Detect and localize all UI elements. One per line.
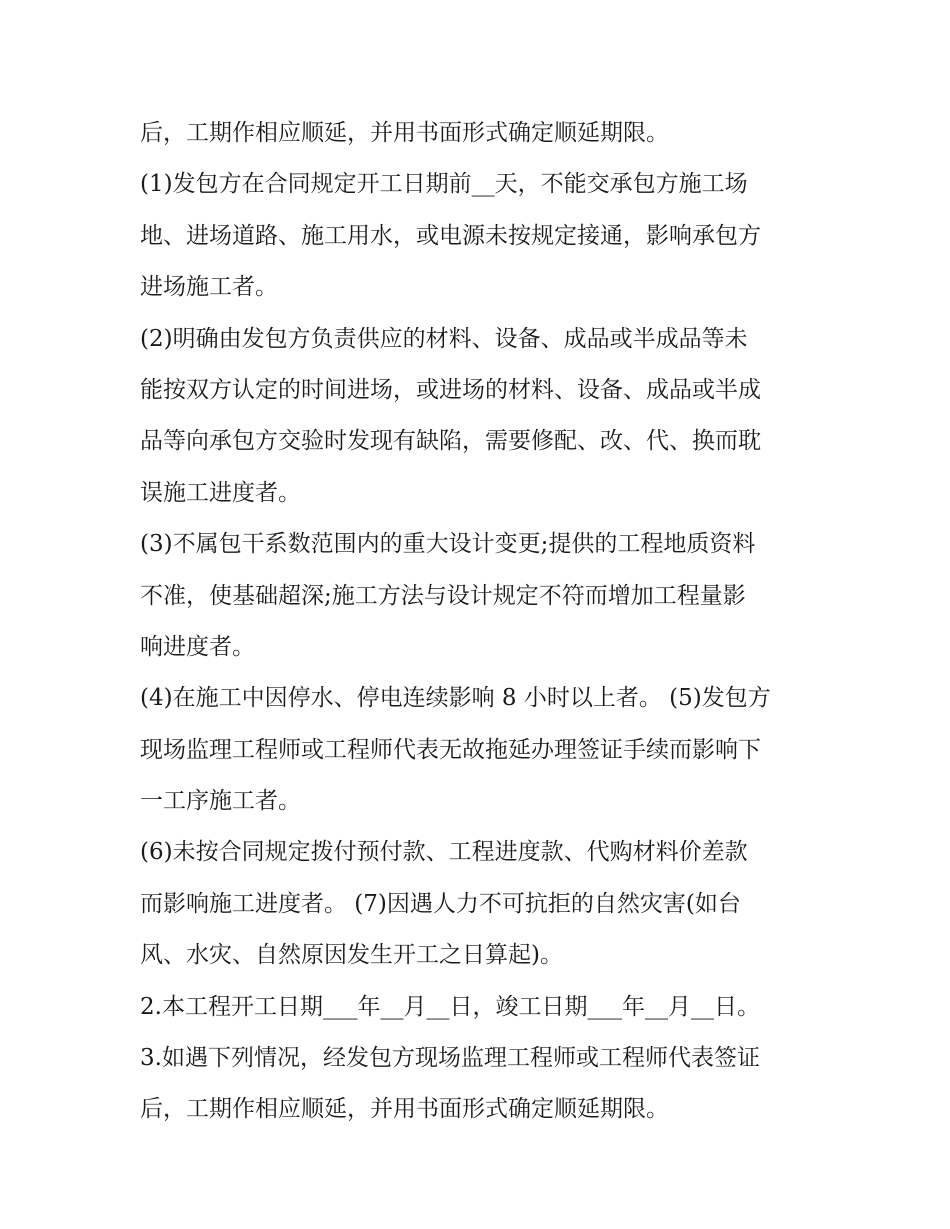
text-line: (3)不属包干系数范围内的重大设计变更;提供的工程地质资料 [140,531,756,558]
text-line: 不准，使基础超深;施工方法与设计规定不符而增加工程量影 [140,582,746,609]
text-line: (2)明确由发包方负责供应的材料、设备、成品或半成品等未 [140,325,748,352]
text-line: 风、水灾、自然原因发生开工之日算起)。 [140,942,563,969]
text-line: 一工序施工者。 [140,788,301,815]
text-line: 3.如遇下列情况，经发包方现场监理工程师或工程师代表签证 [140,1045,760,1072]
text-line: 能按双方认定的时间进场，或进场的材料、设备、成品或半成 [140,376,761,403]
text-line: 后，工期作相应顺延，并用书面形式确定顺延期限。 [140,120,669,146]
text-line: 进场施工者。 [140,274,278,301]
text-line: 品等向承包方交验时发现有缺陷，需要修配、改、代、换而耽 [140,428,761,455]
text-line: 现场监理工程师或工程师代表无故拖延办理签证手续而影响下 [140,736,761,763]
text-line: (4)在施工中因停水、停电连续影响 8 小时以上者。 (5)发包方 [140,685,771,712]
text-line: 而影响施工进度者。 (7)因遇人力不可抗拒的自然灾害(如台 [140,890,741,917]
text-line: (6)未按合同规定拨付预付款、工程进度款、代购材料价差款 [140,839,748,866]
text-line: 2.本工程开工日期___年__月__日，竣工日期___年__月__日。 [140,993,760,1020]
text-line: 地、进场道路、施工用水，或电源未按规定接通，影响承包方 [140,222,761,249]
text-line: 误施工进度者。 [140,479,301,506]
text-line: 后，工期作相应顺延，并用书面形式确定顺延期限。 [140,1096,669,1123]
text-line: 响进度者。 [140,633,255,660]
text-line: (1)发包方在合同规定开工日期前__天，不能交承包方施工场 [140,171,748,198]
document-body [140,108,830,1136]
